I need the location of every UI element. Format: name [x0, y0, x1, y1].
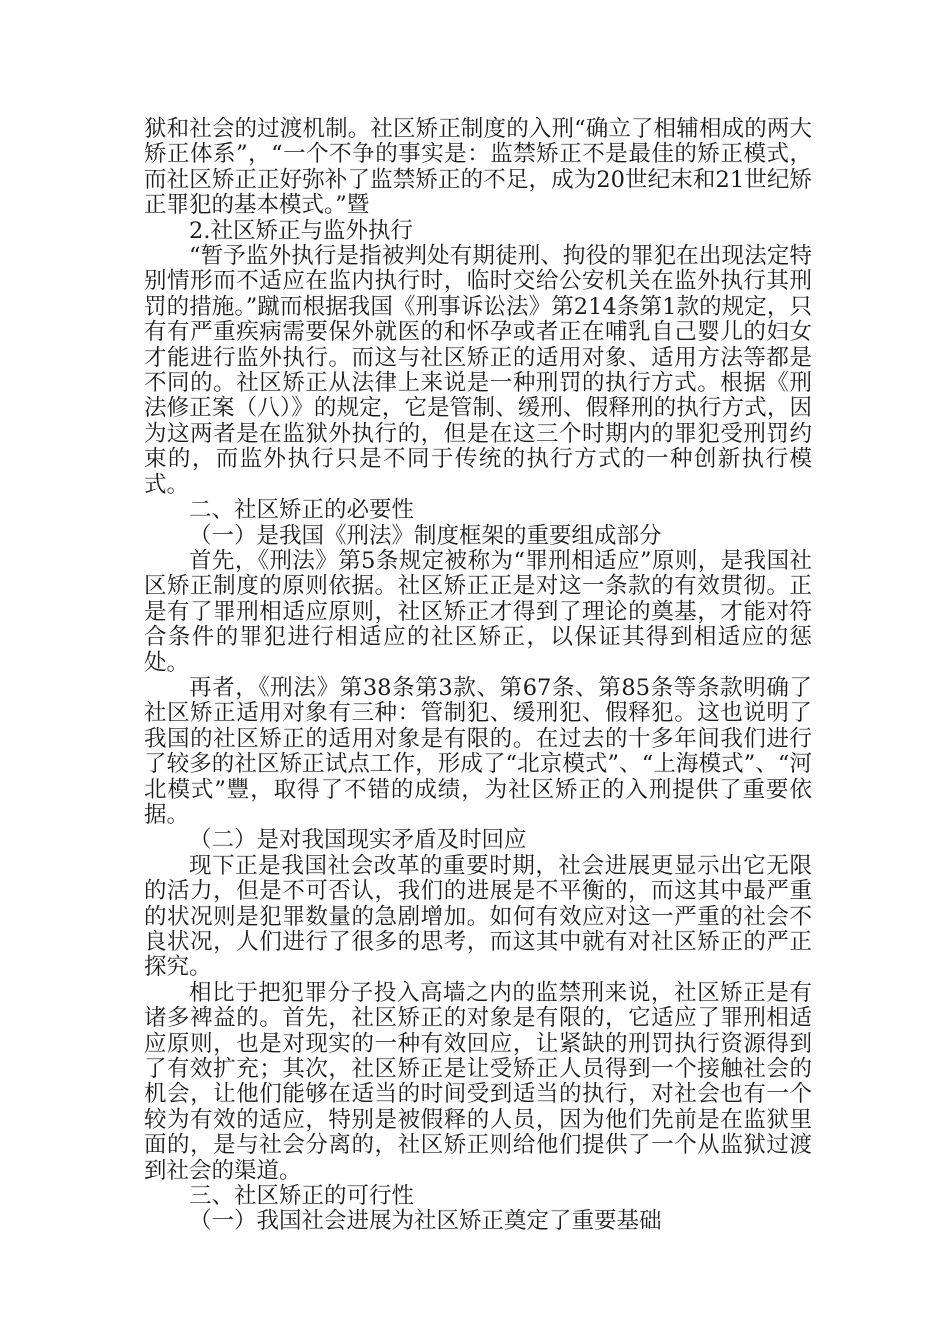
section-heading-feasibility: 三、社区矫正的可行性: [189, 1183, 415, 1210]
paragraph-benefits: 相比于把犯罪分子投入高墙之内的监禁刑来说，社区矫正是有诸多裨益的。首先，社区矫正的对象是有限的，它适应了罪刑相适应原则，也是对现实的一种有效回应，让紧缺的刑罚执行资源得到了有效扩充；其次，社区矫正是让受矫正人员得到一个接触社会的机会，让他们能够在适当的时间受到适当的执行，对社会也有一个较为有效的适应，特别是被假释的人员，因为他们先前是在监狱里面的，是与社会分离的，社区矫正则给他们提供了一个从监狱过渡到社会的渠道。: [144, 979, 812, 1184]
paragraph-transition-mechanism: 狱和社会的过渡机制。社区矫正制度的入刑“确立了相辅相成的两大矫正体系”，“一个不争的事实是：监禁矫正不是最佳的矫正模式，而社区矫正正好弥补了监禁矫正的不足，成为20世纪末和21世纪矫正罪犯的基本模式。”暨: [144, 116, 812, 219]
subsection-heading-response-to-contradictions: （二）是对我国现实矛盾及时回应: [189, 827, 527, 854]
paragraph-social-reform-period: 现下正是我国社会改革的重要时期，社会进展更显示出它无限的活力，但是不可否认，我们的进展是不平衡的，而这其中最严重的状况则是犯罪数量的急剧增加。如何有效应对这一严重的社会不良状况，人们进行了很多的思考，而这其中就有对社区矫正的严正探究。: [144, 852, 812, 981]
document-page: [144, 117, 812, 1235]
subsection-heading-criminal-law-framework: （一）是我国《刑法》制度框架的重要组成部分: [189, 522, 662, 549]
paragraph-applicable-subjects: 再者，《刑法》第38条第3款、第67条、第85条等条款明确了社区矫正适用对象有三种：管制犯、缓刑犯、假释犯。这也说明了我国的社区矫正的适用对象是有限的。在过去的十多年间我们进行了较多的社区矫正试点工作，形成了“北京模式”、“上海模式”、“河北模式”豐，取得了不错的成绩，为社区矫正的入刑提供了重要依据。: [144, 674, 812, 828]
subsection-heading-social-development-foundation: （一）我国社会进展为社区矫正奠定了重要基础: [189, 1208, 662, 1235]
paragraph-outside-execution-definition: “暂予监外执行是指被判处有期徒刑、拘役的罪犯在出现法定特别情形而不适应在监内执行时，临时交给公安机关在监外执行其刑罚的措施。”蹴而根据我国《刑事诉讼法》第214条第1款的规定，只有有严重疾病需要保外就医的和怀孕或者正在哺乳自己婴儿的妇女才能进行监外执行。而这与社区矫正的适用对象、适用方法等都是不同的。社区矫正从法律上来说是一种刑罚的执行方式。根据《刑法修正案（八）》的规定，它是管制、缓刑、假释刑的执行方式，因为这两者是在监狱外执行的，但是在这三个时期内的罪犯受刑罚约束的，而监外执行只是不同于传统的执行方式的一种创新执行模式。: [144, 243, 812, 498]
section-heading-community-vs-outside-execution: 2.社区矫正与监外执行: [189, 217, 413, 244]
paragraph-proportionality-principle: 首先，《刑法》第5条规定被称为“罪刑相适应”原则，是我国社区矫正制度的原则依据。社区矫正正是对这一条款的有效贯彻。正是有了罪刑相适应原则，社区矫正才得到了理论的奠基，才能对符合条件的罪犯进行相适应的社区矫正，以保证其得到相适应的惩处。: [144, 547, 812, 676]
section-heading-necessity: 二、社区矫正的必要性: [189, 497, 415, 524]
